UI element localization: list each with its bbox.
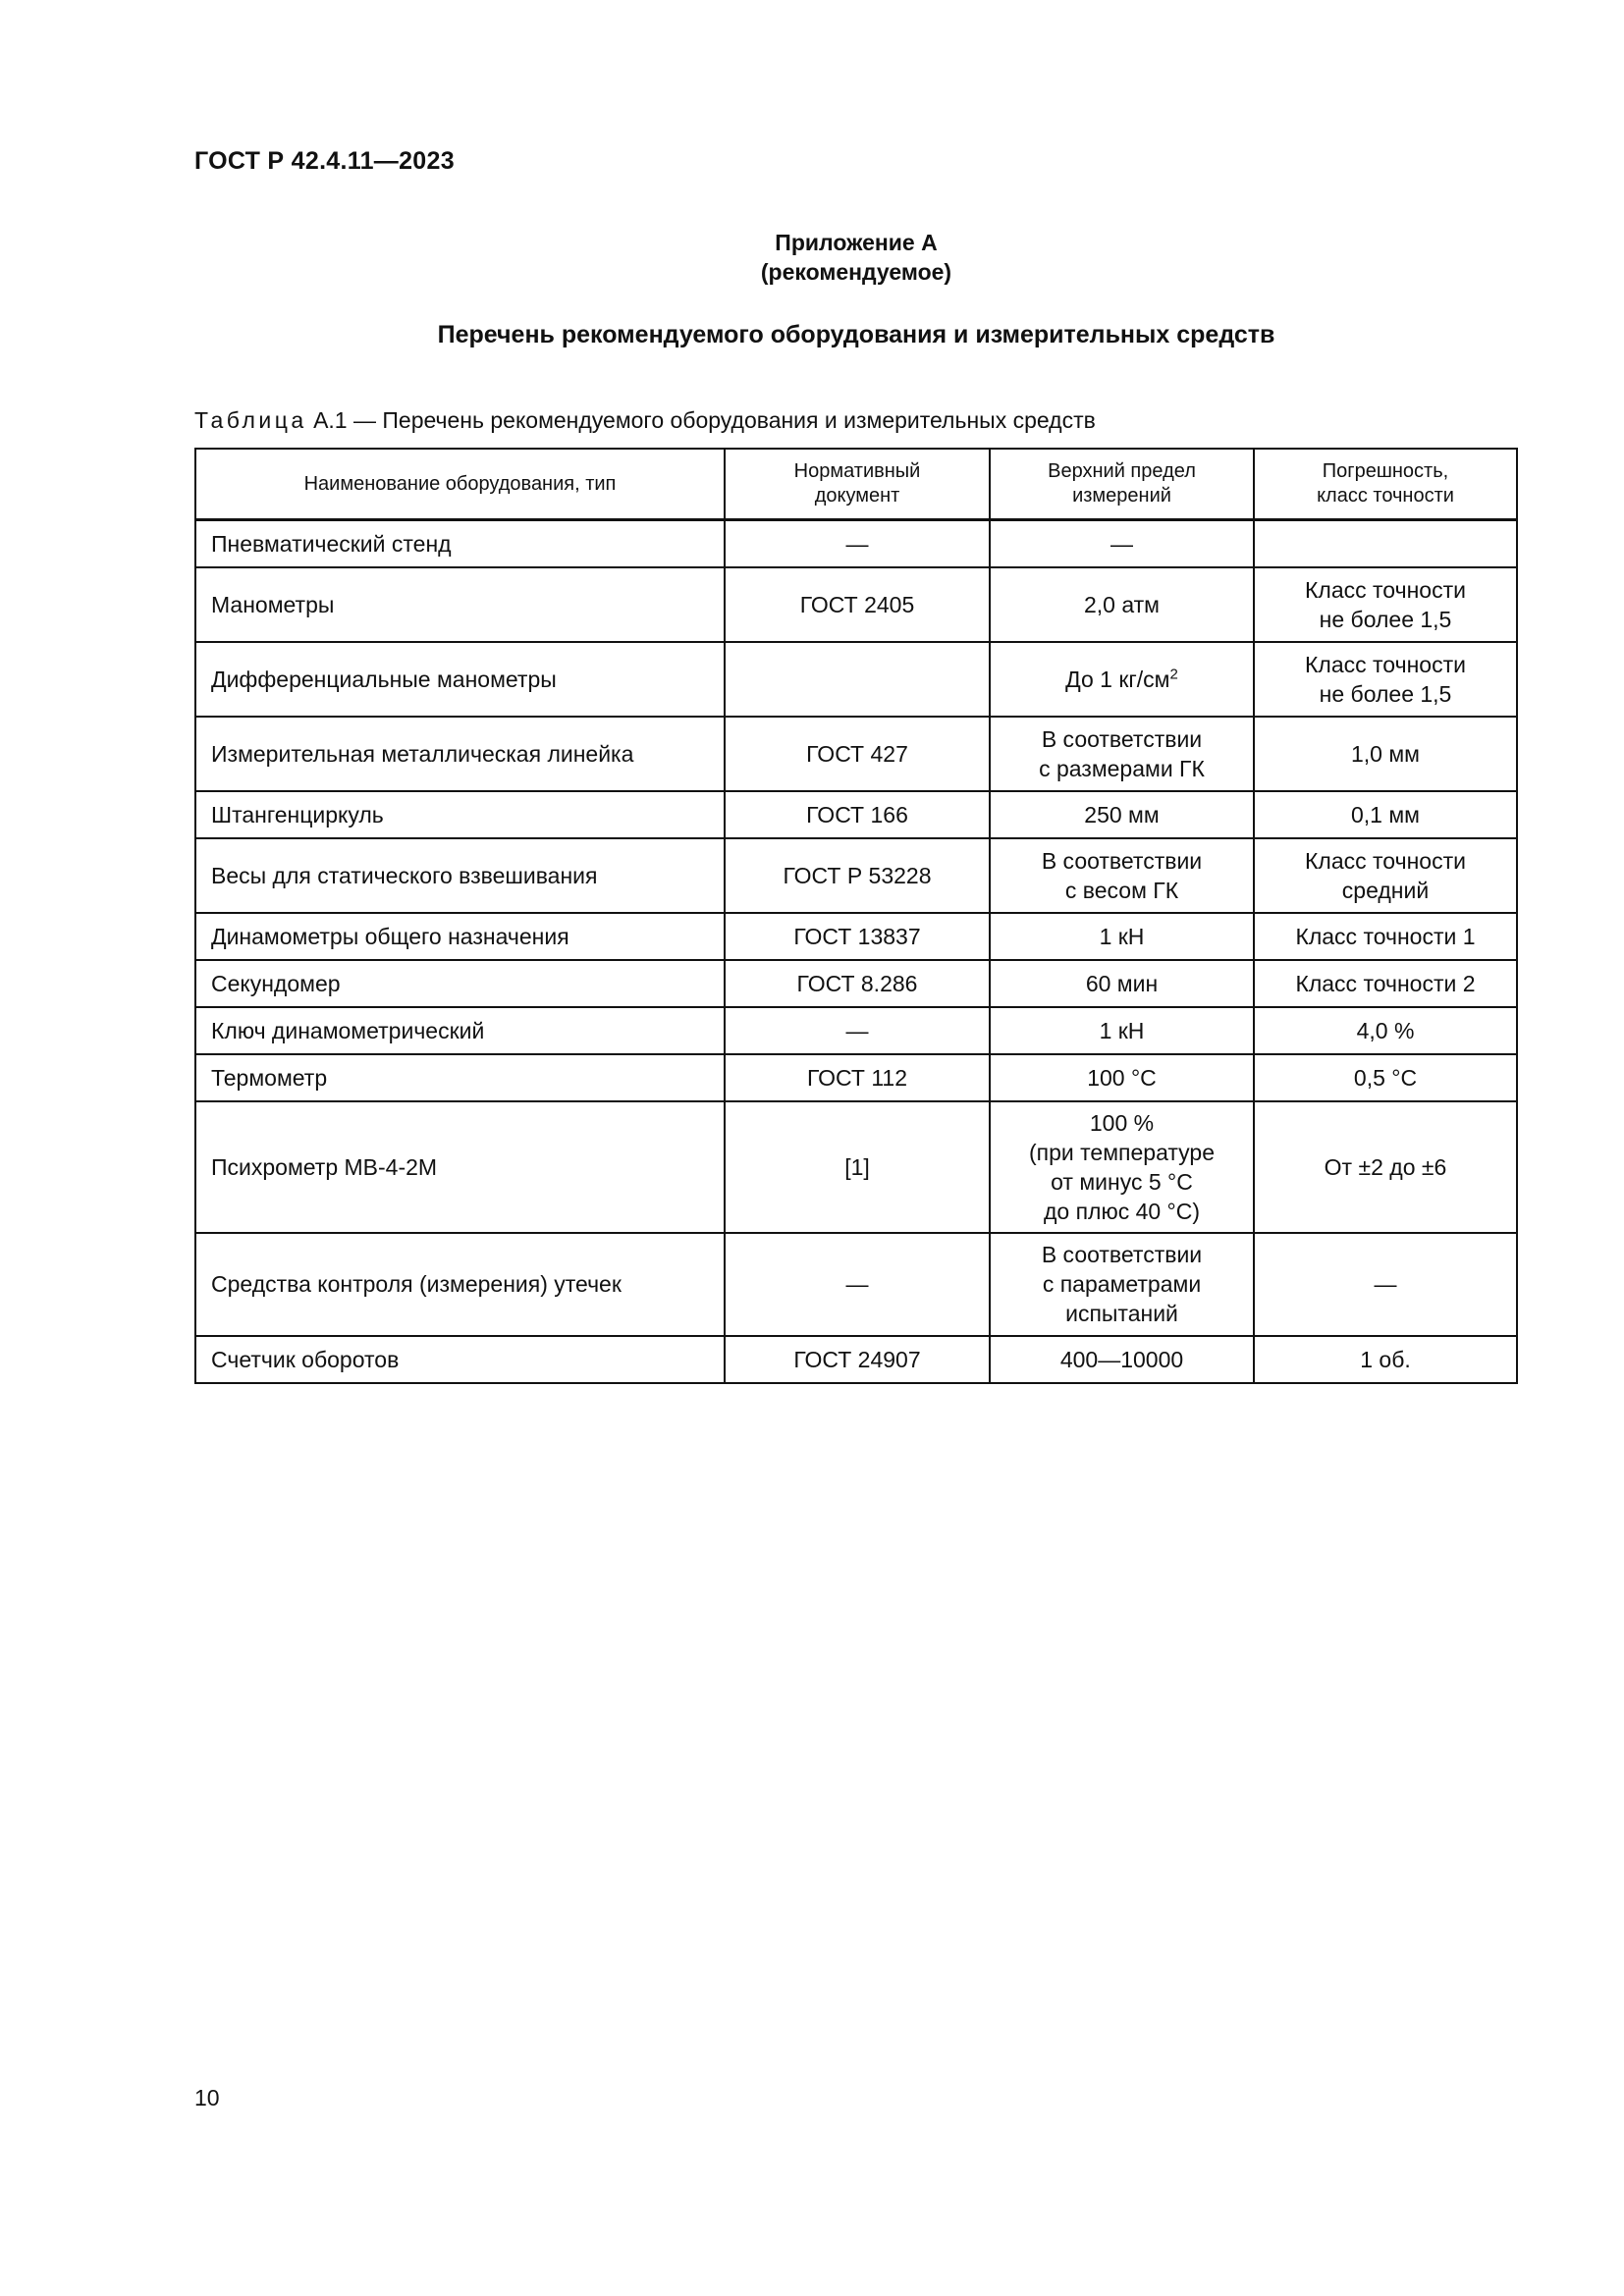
- upper-limit-cell: [990, 960, 1254, 1007]
- upper-limit-cell: [990, 520, 1254, 567]
- equipment-name-cell: [195, 913, 725, 960]
- accuracy-cell: [1254, 791, 1517, 838]
- equipment-name-cell-text: Манометры: [211, 591, 335, 617]
- upper-limit-cell: [990, 567, 1254, 642]
- accuracy-cell-text: 0,5 °С: [1353, 1064, 1418, 1091]
- upper-limit-cell-text: До 1 кг/см: [1065, 666, 1170, 692]
- accuracy-cell-text: От ±2 до ±6: [1324, 1153, 1447, 1180]
- normative-document-cell-text: ГОСТ 166: [806, 801, 908, 828]
- upper-limit-cell-text: 400—10000: [1059, 1346, 1184, 1372]
- normative-document-cell: [725, 1336, 990, 1383]
- upper-limit-cell-text: 60 мин: [1085, 970, 1159, 996]
- equipment-name-cell: [195, 1101, 725, 1233]
- table-row: [195, 1233, 1517, 1336]
- normative-document-cell: [725, 1007, 990, 1054]
- equipment-name-cell-text: Термометр: [211, 1064, 328, 1091]
- accuracy-cell: [1254, 1054, 1517, 1101]
- normative-document-cell: [725, 520, 990, 567]
- header-equipment-name: Наименование оборудования, тип: [195, 449, 725, 520]
- normative-document-cell-text: —: [845, 1017, 869, 1043]
- table-caption: [194, 407, 1096, 434]
- upper-limit-cell: [990, 1007, 1254, 1054]
- table-row: [195, 642, 1517, 717]
- document-code: ГОСТ Р 42.4.11—2023: [194, 147, 455, 175]
- page-number: 10: [194, 2085, 220, 2110]
- appendix-heading: [0, 228, 1624, 287]
- upper-limit-cell: [990, 642, 1254, 717]
- table-row: [195, 960, 1517, 1007]
- normative-document-cell: [725, 717, 990, 791]
- equipment-name-cell: [195, 838, 725, 913]
- accuracy-cell: [1254, 1101, 1517, 1233]
- equipment-name-cell-text: Счетчик оборотов: [211, 1346, 400, 1372]
- upper-limit-cell: [990, 791, 1254, 838]
- normative-document-cell: [725, 960, 990, 1007]
- normative-document-cell: [725, 1233, 990, 1336]
- normative-document-cell-text: ГОСТ 13837: [793, 923, 921, 949]
- equipment-name-cell: [195, 642, 725, 717]
- accuracy-cell-text: Класс точности 2: [1295, 970, 1476, 996]
- table-caption-text: А.1 — Перечень рекомендуемого оборудования и измерительных средств: [306, 407, 1096, 433]
- normative-document-cell: [725, 567, 990, 642]
- equipment-name-cell-text: Психрометр МВ-4-2М: [211, 1153, 438, 1180]
- normative-document-cell: [725, 642, 990, 717]
- accuracy-cell: [1254, 913, 1517, 960]
- equipment-name-cell: [195, 791, 725, 838]
- accuracy-cell-text: Класс точности не более 1,5: [1305, 576, 1466, 632]
- table-row: [195, 1101, 1517, 1233]
- accuracy-cell: [1254, 960, 1517, 1007]
- equipment-name-cell: [195, 960, 725, 1007]
- upper-limit-cell-text: 100 °С: [1087, 1064, 1157, 1091]
- equipment-name-cell-text: Средства контроля (измерения) утечек: [211, 1271, 622, 1297]
- equipment-name-cell-text: Весы для статического взвешивания: [211, 862, 598, 888]
- upper-limit-cell: [990, 1101, 1254, 1233]
- accuracy-cell: [1254, 1336, 1517, 1383]
- accuracy-cell-text: 0,1 мм: [1351, 801, 1420, 828]
- appendix-title: Приложение А: [775, 230, 938, 255]
- accuracy-cell-text: Класс точности 1: [1295, 923, 1476, 949]
- normative-document-cell-text: ГОСТ 2405: [799, 591, 915, 617]
- equipment-name-cell-text: Ключ динамометрический: [211, 1017, 485, 1043]
- header-normative-document: Нормативный документ: [725, 449, 990, 520]
- upper-limit-cell: [990, 1336, 1254, 1383]
- normative-document-cell-text: ГОСТ 427: [806, 740, 908, 767]
- accuracy-cell: [1254, 717, 1517, 791]
- equipment-name-cell: [195, 1233, 725, 1336]
- header-upper-limit: Верхний предел измерений: [990, 449, 1254, 520]
- upper-limit-cell: [990, 1233, 1254, 1336]
- list-title: Перечень рекомендуемого оборудования и измерительных средств: [437, 321, 1275, 348]
- table-row: [195, 567, 1517, 642]
- upper-limit-cell: [990, 717, 1254, 791]
- accuracy-cell-text: 4,0 %: [1356, 1017, 1415, 1043]
- accuracy-cell-text: 1,0 мм: [1351, 740, 1420, 767]
- table-header-row: [195, 449, 1517, 520]
- upper-limit-cell-text: —: [1110, 530, 1133, 557]
- upper-limit-cell-text: 100 % (при температуре от минус 5 °С до плюс 40 °С): [1029, 1109, 1215, 1224]
- upper-limit-cell-text: В соответствии с весом ГК: [1041, 847, 1203, 903]
- table-row: [195, 1336, 1517, 1383]
- equipment-name-cell-text: Дифференциальные манометры: [211, 666, 557, 692]
- table-row: [195, 717, 1517, 791]
- accuracy-cell-text: 1 об.: [1360, 1346, 1411, 1372]
- upper-limit-cell: [990, 838, 1254, 913]
- normative-document-cell-text: ГОСТ 8.286: [796, 970, 918, 996]
- upper-limit-cell-text: 2,0 атм: [1084, 591, 1160, 617]
- upper-limit-cell: [990, 913, 1254, 960]
- table-row: [195, 838, 1517, 913]
- equipment-name-cell: [195, 1054, 725, 1101]
- equipment-name-cell: [195, 717, 725, 791]
- table-caption-label: Таблица: [194, 407, 307, 433]
- superscript-exponent: 2: [1169, 665, 1178, 682]
- normative-document-cell: [725, 791, 990, 838]
- equipment-name-cell: [195, 1007, 725, 1054]
- normative-document-cell-text: —: [845, 530, 869, 557]
- normative-document-cell-text: ГОСТ 24907: [793, 1346, 921, 1372]
- upper-limit-cell-text: В соответствии с параметрами испытаний: [1041, 1242, 1203, 1326]
- equipment-name-cell-text: Измерительная металлическая линейка: [211, 740, 634, 767]
- normative-document-cell-text: —: [845, 1271, 869, 1297]
- accuracy-cell-text: Класс точности не более 1,5: [1305, 651, 1466, 707]
- table-body: [195, 520, 1517, 1383]
- accuracy-cell: [1254, 1233, 1517, 1336]
- header-accuracy: Погрешность, класс точности: [1254, 449, 1517, 520]
- appendix-status: (рекомендуемое): [760, 259, 952, 285]
- table-row: [195, 520, 1517, 567]
- table-row: [195, 1054, 1517, 1101]
- table-row: [195, 1007, 1517, 1054]
- equipment-table: [194, 448, 1518, 1384]
- upper-limit-cell-text: 1 кН: [1099, 923, 1145, 949]
- equipment-name-cell-text: Секундомер: [211, 970, 341, 996]
- accuracy-cell: [1254, 838, 1517, 913]
- equipment-name-cell: [195, 1336, 725, 1383]
- normative-document-cell-text: ГОСТ Р 53228: [783, 862, 932, 888]
- normative-document-cell-text: ГОСТ 112: [806, 1064, 907, 1091]
- upper-limit-cell-text: 250 мм: [1084, 801, 1160, 828]
- normative-document-cell: [725, 913, 990, 960]
- equipment-name-cell-text: Динамометры общего назначения: [211, 923, 569, 949]
- accuracy-cell: [1254, 567, 1517, 642]
- normative-document-cell: [725, 1101, 990, 1233]
- table-row: [195, 791, 1517, 838]
- upper-limit-cell-text: В соответствии с размерами ГК: [1039, 725, 1205, 781]
- equipment-name-cell-text: Штангенциркуль: [211, 801, 384, 828]
- accuracy-cell: [1254, 642, 1517, 717]
- upper-limit-cell-text: 1 кН: [1099, 1017, 1145, 1043]
- equipment-name-cell: [195, 520, 725, 567]
- accuracy-cell: [1254, 520, 1517, 567]
- accuracy-cell: [1254, 1007, 1517, 1054]
- equipment-name-cell-text: Пневматический стенд: [211, 530, 452, 557]
- normative-document-cell: [725, 1054, 990, 1101]
- accuracy-cell-text: —: [1374, 1271, 1397, 1297]
- normative-document-cell-text: [1]: [844, 1153, 870, 1180]
- upper-limit-cell: [990, 1054, 1254, 1101]
- equipment-name-cell: [195, 567, 725, 642]
- normative-document-cell: [725, 838, 990, 913]
- accuracy-cell-text: Класс точности средний: [1305, 847, 1466, 903]
- table-row: [195, 913, 1517, 960]
